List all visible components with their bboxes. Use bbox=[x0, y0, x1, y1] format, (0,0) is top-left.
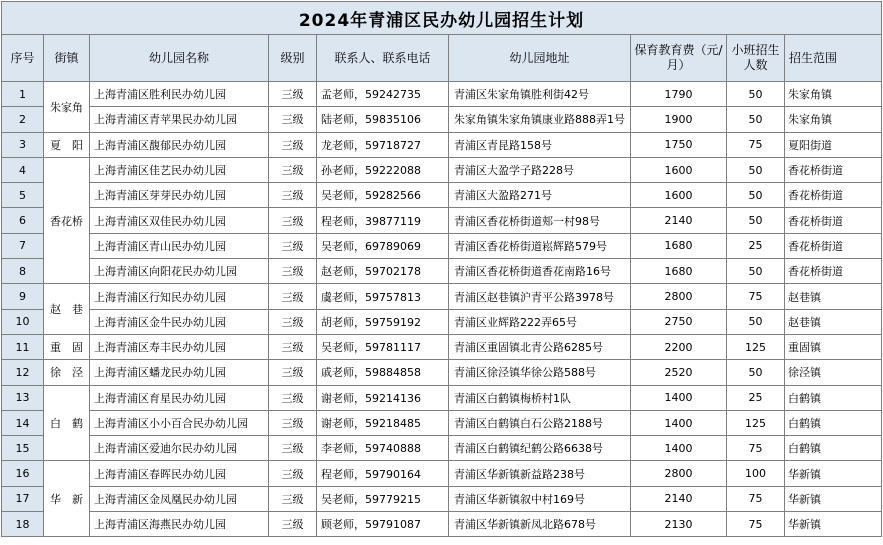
row-seq: 10 bbox=[2, 309, 44, 334]
table-row bbox=[2, 334, 882, 359]
row-address: 青浦区白鹤镇白石公路2188号 bbox=[449, 410, 631, 435]
row-fee: 1400 bbox=[631, 410, 727, 435]
row-contact: 孟老师，59242735 bbox=[317, 82, 449, 107]
table-row bbox=[2, 107, 882, 132]
header-name: 幼儿园名称 bbox=[90, 35, 269, 82]
row-seq: 2 bbox=[2, 107, 44, 132]
row-level: 三级 bbox=[269, 259, 317, 284]
row-contact: 程老师，59790164 bbox=[317, 461, 449, 486]
row-seq: 8 bbox=[2, 259, 44, 284]
row-level: 三级 bbox=[269, 512, 317, 537]
row-contact: 虞老师，59757813 bbox=[317, 284, 449, 309]
row-count: 75 bbox=[727, 486, 785, 511]
row-seq: 6 bbox=[2, 208, 44, 233]
row-kindergarten-name: 上海青浦区春晖民办幼儿园 bbox=[90, 461, 269, 486]
row-scope: 香花桥街道 bbox=[785, 259, 882, 284]
row-scope: 朱家角镇 bbox=[785, 107, 882, 132]
row-kindergarten-name: 上海青浦区馥郁民办幼儿园 bbox=[90, 132, 269, 157]
row-town: 白 鹤 bbox=[44, 385, 90, 461]
row-fee: 2200 bbox=[631, 334, 727, 359]
row-count: 100 bbox=[727, 461, 785, 486]
row-scope: 华新镇 bbox=[785, 461, 882, 486]
row-address: 青浦区徐泾镇华徐公路588号 bbox=[449, 360, 631, 385]
row-scope: 夏阳街道 bbox=[785, 132, 882, 157]
row-count: 50 bbox=[727, 360, 785, 385]
table-row bbox=[2, 157, 882, 182]
row-town: 华 新 bbox=[44, 461, 90, 537]
row-kindergarten-name: 上海青浦区小小百合民办幼儿园 bbox=[90, 410, 269, 435]
row-level: 三级 bbox=[269, 233, 317, 258]
row-kindergarten-name: 上海青浦区双佳民办幼儿园 bbox=[90, 208, 269, 233]
row-scope: 华新镇 bbox=[785, 486, 882, 511]
row-kindergarten-name: 上海青浦区金凤凰民办幼儿园 bbox=[90, 486, 269, 511]
row-contact: 吴老师，59779215 bbox=[317, 486, 449, 511]
enrollment-sheet bbox=[1, 1, 881, 537]
row-contact: 赵老师，59702178 bbox=[317, 259, 449, 284]
row-count: 50 bbox=[727, 107, 785, 132]
row-count: 25 bbox=[727, 233, 785, 258]
row-seq: 12 bbox=[2, 360, 44, 385]
header-address: 幼儿园地址 bbox=[449, 35, 631, 82]
table-body bbox=[2, 82, 882, 537]
row-scope: 香花桥街道 bbox=[785, 183, 882, 208]
row-scope: 朱家角镇 bbox=[785, 82, 882, 107]
row-seq: 1 bbox=[2, 82, 44, 107]
row-town: 赵 巷 bbox=[44, 284, 90, 335]
row-address: 青浦区青昆路158号 bbox=[449, 132, 631, 157]
header-row bbox=[2, 35, 882, 82]
table-row bbox=[2, 461, 882, 486]
row-town: 徐 泾 bbox=[44, 360, 90, 385]
row-scope: 香花桥街道 bbox=[785, 157, 882, 182]
header-contact: 联系人、联系电话 bbox=[317, 35, 449, 82]
row-kindergarten-name: 上海青浦区佳艺民办幼儿园 bbox=[90, 157, 269, 182]
row-scope: 白鹤镇 bbox=[785, 385, 882, 410]
row-address: 青浦区朱家角镇胜利街42号 bbox=[449, 82, 631, 107]
table-row bbox=[2, 259, 882, 284]
row-address: 青浦区重固镇北青公路6285号 bbox=[449, 334, 631, 359]
row-level: 三级 bbox=[269, 132, 317, 157]
row-level: 三级 bbox=[269, 309, 317, 334]
row-level: 三级 bbox=[269, 385, 317, 410]
row-fee: 1750 bbox=[631, 132, 727, 157]
row-town: 重 固 bbox=[44, 334, 90, 359]
header-level: 级别 bbox=[269, 35, 317, 82]
row-scope: 白鹤镇 bbox=[785, 410, 882, 435]
row-scope: 白鹤镇 bbox=[785, 436, 882, 461]
row-address: 青浦区华新镇新益路238号 bbox=[449, 461, 631, 486]
row-address: 青浦区白鹤镇纪鹤公路6638号 bbox=[449, 436, 631, 461]
row-level: 三级 bbox=[269, 461, 317, 486]
row-kindergarten-name: 上海青浦区育星民办幼儿园 bbox=[90, 385, 269, 410]
row-address: 青浦区香花桥街道崧辉路579号 bbox=[449, 233, 631, 258]
row-level: 三级 bbox=[269, 360, 317, 385]
row-seq: 13 bbox=[2, 385, 44, 410]
table-row bbox=[2, 360, 882, 385]
row-fee: 2800 bbox=[631, 461, 727, 486]
row-count: 75 bbox=[727, 436, 785, 461]
row-seq: 5 bbox=[2, 183, 44, 208]
row-seq: 3 bbox=[2, 132, 44, 157]
row-level: 三级 bbox=[269, 157, 317, 182]
row-count: 50 bbox=[727, 208, 785, 233]
row-fee: 1680 bbox=[631, 259, 727, 284]
row-kindergarten-name: 上海青浦区海燕民办幼儿园 bbox=[90, 512, 269, 537]
header-seq: 序号 bbox=[2, 35, 44, 82]
row-count: 75 bbox=[727, 132, 785, 157]
row-level: 三级 bbox=[269, 334, 317, 359]
row-seq: 4 bbox=[2, 157, 44, 182]
row-contact: 顾老师，59791087 bbox=[317, 512, 449, 537]
row-fee: 1600 bbox=[631, 183, 727, 208]
row-count: 50 bbox=[727, 157, 785, 182]
row-kindergarten-name: 上海青浦区胜利民办幼儿园 bbox=[90, 82, 269, 107]
row-kindergarten-name: 上海青浦区寿丰民办幼儿园 bbox=[90, 334, 269, 359]
row-level: 三级 bbox=[269, 82, 317, 107]
table-row bbox=[2, 183, 882, 208]
row-address: 朱家角镇朱家角镇康业路888弄1号 bbox=[449, 107, 631, 132]
row-address: 青浦区大盈学子路228号 bbox=[449, 157, 631, 182]
row-fee: 1600 bbox=[631, 157, 727, 182]
row-kindergarten-name: 上海青浦区蟠龙民办幼儿园 bbox=[90, 360, 269, 385]
row-contact: 谢老师，59214136 bbox=[317, 385, 449, 410]
header-count: 小班招生人数 bbox=[727, 35, 785, 82]
row-fee: 1790 bbox=[631, 82, 727, 107]
row-seq: 16 bbox=[2, 461, 44, 486]
row-kindergarten-name: 上海青浦区行知民办幼儿园 bbox=[90, 284, 269, 309]
row-contact: 吴老师，59781117 bbox=[317, 334, 449, 359]
row-level: 三级 bbox=[269, 410, 317, 435]
table-row bbox=[2, 132, 882, 157]
table-row bbox=[2, 410, 882, 435]
row-level: 三级 bbox=[269, 208, 317, 233]
header-scope: 招生范围 bbox=[785, 35, 882, 82]
row-fee: 2140 bbox=[631, 208, 727, 233]
row-count: 125 bbox=[727, 334, 785, 359]
row-scope: 重固镇 bbox=[785, 334, 882, 359]
row-seq: 17 bbox=[2, 486, 44, 511]
row-level: 三级 bbox=[269, 107, 317, 132]
enrollment-table bbox=[1, 1, 882, 537]
row-contact: 程老师，39877119 bbox=[317, 208, 449, 233]
row-kindergarten-name: 上海青浦区向阳花民办幼儿园 bbox=[90, 259, 269, 284]
row-contact: 谢老师，59218485 bbox=[317, 410, 449, 435]
table-row bbox=[2, 436, 882, 461]
row-kindergarten-name: 上海青浦区金牛民办幼儿园 bbox=[90, 309, 269, 334]
table-row bbox=[2, 486, 882, 511]
table-row bbox=[2, 385, 882, 410]
row-count: 50 bbox=[727, 259, 785, 284]
row-fee: 2520 bbox=[631, 360, 727, 385]
header-fee: 保育教育费（元/月） bbox=[631, 35, 727, 82]
row-address: 青浦区白鹤镇梅桥村1队 bbox=[449, 385, 631, 410]
row-fee: 2130 bbox=[631, 512, 727, 537]
row-level: 三级 bbox=[269, 486, 317, 511]
row-count: 25 bbox=[727, 385, 785, 410]
table-row bbox=[2, 309, 882, 334]
row-contact: 陆老师，59835106 bbox=[317, 107, 449, 132]
row-contact: 吴老师，59282566 bbox=[317, 183, 449, 208]
row-fee: 2800 bbox=[631, 284, 727, 309]
table-row bbox=[2, 512, 882, 537]
table-row bbox=[2, 82, 882, 107]
row-scope: 赵巷镇 bbox=[785, 309, 882, 334]
row-kindergarten-name: 上海青浦区青山民办幼儿园 bbox=[90, 233, 269, 258]
row-address: 青浦区业辉路222弄65号 bbox=[449, 309, 631, 334]
row-town: 香花桥 bbox=[44, 157, 90, 283]
row-scope: 赵巷镇 bbox=[785, 284, 882, 309]
row-level: 三级 bbox=[269, 183, 317, 208]
row-contact: 戚老师，59884858 bbox=[317, 360, 449, 385]
header-town: 街镇 bbox=[44, 35, 90, 82]
row-scope: 香花桥街道 bbox=[785, 233, 882, 258]
row-seq: 9 bbox=[2, 284, 44, 309]
row-contact: 李老师，59740888 bbox=[317, 436, 449, 461]
row-count: 50 bbox=[727, 183, 785, 208]
table-row bbox=[2, 284, 882, 309]
row-seq: 15 bbox=[2, 436, 44, 461]
row-seq: 11 bbox=[2, 334, 44, 359]
table-row bbox=[2, 233, 882, 258]
row-scope: 香花桥街道 bbox=[785, 208, 882, 233]
row-seq: 7 bbox=[2, 233, 44, 258]
row-town: 夏 阳 bbox=[44, 132, 90, 157]
row-scope: 华新镇 bbox=[785, 512, 882, 537]
row-address: 青浦区大盈路271号 bbox=[449, 183, 631, 208]
row-seq: 18 bbox=[2, 512, 44, 537]
row-fee: 2140 bbox=[631, 486, 727, 511]
row-fee: 1900 bbox=[631, 107, 727, 132]
row-address: 青浦区华新镇叙中村169号 bbox=[449, 486, 631, 511]
row-contact: 龙老师，59718727 bbox=[317, 132, 449, 157]
row-count: 125 bbox=[727, 410, 785, 435]
row-kindergarten-name: 上海青浦区青苹果民办幼儿园 bbox=[90, 107, 269, 132]
row-count: 50 bbox=[727, 82, 785, 107]
row-address: 青浦区香花桥街道郏一村98号 bbox=[449, 208, 631, 233]
row-fee: 1400 bbox=[631, 436, 727, 461]
row-contact: 胡老师，59759192 bbox=[317, 309, 449, 334]
row-count: 75 bbox=[727, 512, 785, 537]
row-fee: 2750 bbox=[631, 309, 727, 334]
row-fee: 1680 bbox=[631, 233, 727, 258]
row-level: 三级 bbox=[269, 284, 317, 309]
row-address: 青浦区香花桥街道香花南路16号 bbox=[449, 259, 631, 284]
row-count: 50 bbox=[727, 309, 785, 334]
row-seq: 14 bbox=[2, 410, 44, 435]
row-contact: 孙老师，59222088 bbox=[317, 157, 449, 182]
table-row bbox=[2, 208, 882, 233]
table-title: 2024年青浦区民办幼儿园招生计划 bbox=[2, 2, 882, 35]
row-scope: 徐泾镇 bbox=[785, 360, 882, 385]
row-address: 青浦区华新镇新凤北路678号 bbox=[449, 512, 631, 537]
row-town: 朱家角 bbox=[44, 82, 90, 133]
row-contact: 吴老师，69789069 bbox=[317, 233, 449, 258]
row-fee: 1400 bbox=[631, 385, 727, 410]
row-level: 三级 bbox=[269, 436, 317, 461]
row-address: 青浦区赵巷镇沪青平公路3978号 bbox=[449, 284, 631, 309]
row-kindergarten-name: 上海青浦区爱迪尔民办幼儿园 bbox=[90, 436, 269, 461]
row-count: 75 bbox=[727, 284, 785, 309]
row-kindergarten-name: 上海青浦区芽芽民办幼儿园 bbox=[90, 183, 269, 208]
